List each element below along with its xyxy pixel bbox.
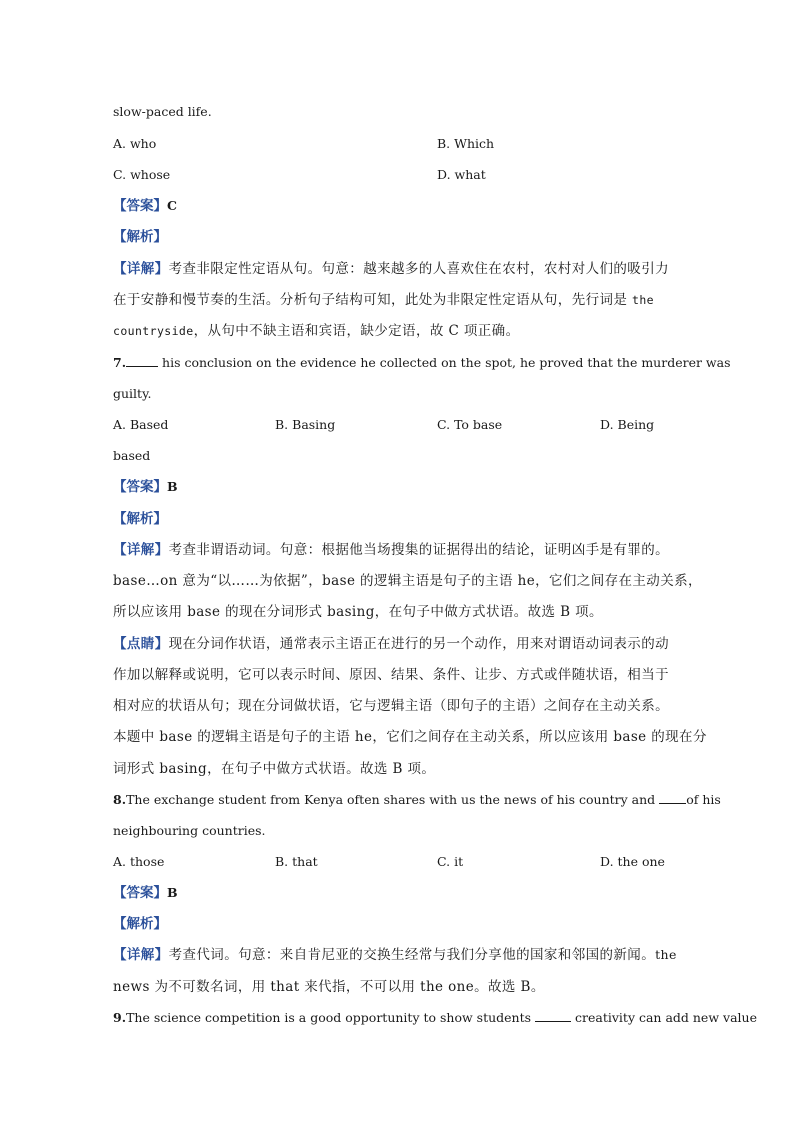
stem-text: of his [686, 792, 721, 807]
q8-option-b: B. that [275, 854, 318, 869]
analysis-tag: 【解析】 [113, 229, 167, 245]
question-number: 8. [113, 792, 127, 807]
q6-detail-line-1 [113, 261, 669, 277]
detail-tag: 【详解】 [113, 947, 169, 963]
q8-stem-line-2: neighbouring countries. [113, 823, 266, 838]
q6-detail-line-3 [113, 323, 519, 339]
question-number: 7. [113, 355, 127, 370]
detail-text: ，从句中不缺主语和宾语，缺少定语，故 C 项正确。 [193, 323, 520, 339]
answer-value: B [167, 885, 178, 900]
q7-stem-line-2: guilty. [113, 386, 152, 401]
stem-text: The exchange student from Kenya often shares with us the news of his country and [126, 792, 656, 807]
q8-detail-line-2: news 为不可数名词，用 that 来代指，不可以用 the one。故选 B。 [113, 979, 545, 995]
detail-tag: 【详解】 [113, 261, 169, 277]
q6-answer-row [113, 198, 177, 214]
stem-text: The science competition is a good opportunity to show students [126, 1010, 532, 1025]
q8-option-c: C. it [437, 854, 464, 869]
q7-option-d: D. Being [600, 417, 655, 432]
detail-text: 考查非限定性定语从句。句意：越来越多的人喜欢住在农村，农村对人们的吸引力 [168, 261, 670, 277]
analysis-tag: 【解析】 [113, 511, 167, 527]
detail-text: 考查非谓语动词。句意：根据他当场搜集的证据得出的结论，证明凶手是有罪的。 [168, 542, 670, 558]
q6-analysis-row [113, 229, 167, 245]
q8-option-a: A. those [113, 854, 165, 869]
q7-option-b: B. Basing [275, 417, 336, 432]
q6-option-a: A. who [113, 136, 157, 151]
q7-detail-line-2: base…on 意为“以……为依据”，base 的逻辑主语是句子的主语 he，它们之间存在主动关系， [113, 573, 702, 589]
q7-tip-line-2: 作加以解释或说明，它可以表示时间、原因、结果、条件、让步、方式或伴随状语，相当于 [113, 667, 669, 683]
q6-option-d: D. what [437, 167, 486, 182]
answer-value: C [167, 198, 177, 213]
answer-tag: 【答案】 [113, 479, 167, 495]
q7-analysis-row [113, 511, 167, 527]
q7-tip-line-4: 本题中 base 的逻辑主语是句子的主语 he，它们之间存在主动关系，所以应该用 base 的现在分 [113, 729, 707, 745]
q7-stem-line-1 [113, 355, 730, 371]
q6-detail-line-2 [113, 292, 654, 308]
tip-tag: 【点睛】 [113, 636, 169, 652]
detail-text: 在于安静和慢节奏的生活。分析句子结构可知，此处为非限定性定语从句，先行词是 [113, 292, 632, 308]
q8-option-d: D. the one [600, 854, 665, 869]
q6-option-b: B. Which [437, 136, 495, 151]
answer-blank [126, 355, 158, 367]
answer-tag: 【答案】 [113, 885, 167, 901]
q7-option-c: C. To base [437, 417, 503, 432]
q7-detail-line-3: 所以应该用 base 的现在分词形式 basing，在句子中做方式状语。故选 B 项。 [113, 604, 603, 620]
answer-blank [659, 792, 686, 804]
q8-answer-row [113, 885, 178, 901]
stem-text: creativity can add new value [575, 1010, 757, 1025]
q7-tip-line-3: 相对应的状语从句；现在分词做状语，它与逻辑主语（即句子的主语）之间存在主动关系。 [113, 698, 669, 714]
q7-answer-row [113, 479, 178, 495]
detail-term: the [632, 293, 654, 307]
q7-tip-line-5: 词形式 basing，在句子中做方式状语。故选 B 项。 [113, 761, 436, 777]
tip-text: 现在分词作状语，通常表示主语正在进行的另一个动作，用来对谓语动词表示的动 [168, 636, 670, 652]
answer-blank [535, 1010, 571, 1022]
q8-detail-line-1 [113, 947, 677, 963]
q7-option-d-cont: based [113, 448, 151, 463]
answer-tag: 【答案】 [113, 198, 167, 214]
answer-value: B [167, 479, 178, 494]
q6-stem-tail: slow-paced life. [113, 104, 212, 119]
q7-option-a: A. Based [113, 417, 169, 432]
q8-stem-line-1 [113, 792, 721, 808]
question-number: 9. [113, 1010, 127, 1025]
q6-option-c: C. whose [113, 167, 171, 182]
detail-term: countryside [113, 324, 194, 338]
stem-text: his conclusion on the evidence he collected on the spot, he proved that the murderer was [162, 355, 731, 370]
q7-detail-line-1 [113, 542, 669, 558]
q7-tip-line-1 [113, 636, 669, 652]
detail-text: 考查代词。句意：来自肯尼亚的交换生经常与我们分享他的国家和邻国的新闻。 [168, 947, 656, 963]
q8-analysis-row [113, 916, 167, 932]
detail-tag: 【详解】 [113, 542, 169, 558]
q9-stem-line-1 [113, 1010, 757, 1026]
detail-term: the [655, 947, 677, 962]
analysis-tag: 【解析】 [113, 916, 167, 932]
